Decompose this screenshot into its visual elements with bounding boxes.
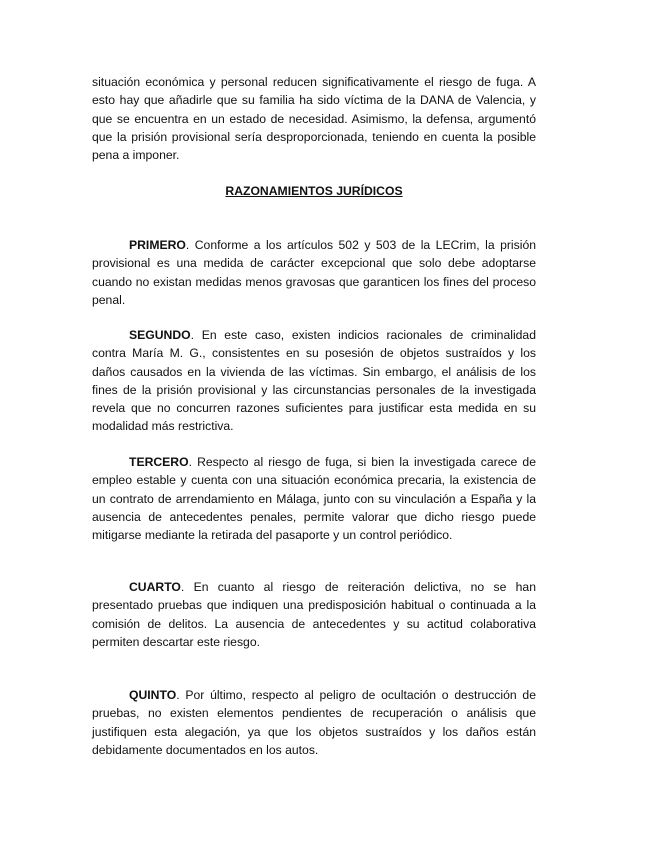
reason-label: TERCERO: [129, 455, 189, 469]
intro-paragraph: [92, 73, 536, 164]
reason-cuarto: [92, 578, 536, 651]
reason-label: QUINTO: [129, 688, 177, 702]
reason-label: SEGUNDO: [129, 328, 191, 342]
reason-primero: [92, 236, 536, 309]
reason-segundo: [92, 326, 536, 436]
reason-tercero: [92, 453, 536, 544]
reason-text: . En cuanto al riesgo de reiteración delictiva, no se han presentado pruebas que indiquen una predisposición habitual o continuada a la comisión de delitos. La ausencia de antecedentes y su actitud colaborativa permiten descartar este riesgo.: [92, 580, 536, 649]
reason-label: PRIMERO: [129, 238, 186, 252]
reason-label: CUARTO: [129, 580, 181, 594]
reason-quinto: [92, 686, 536, 759]
reason-text: . Por último, respecto al peligro de ocultación o destrucción de pruebas, no existen elementos pendientes de recuperación o análisis que justifiquen esta alegación, ya que los objetos sustraídos y los daños están debidamente documentados en los autos.: [92, 688, 536, 757]
reason-text: . Respecto al riesgo de fuga, si bien la investigada carece de empleo estable y cuenta con una situación económica precaria, la existencia de un contrato de arrendamiento en Málaga, junto con su vinculación a España y la ausencia de antecedentes penales, permite valorar que dicho riesgo puede mitigarse mediante la retirada del pasaporte y un control periódico.: [92, 455, 536, 543]
reason-text: . En este caso, existen indicios racionales de criminalidad contra María M. G., consistentes en su posesión de objetos sustraídos y los daños causados en la vivienda de las víctimas. Sin embargo, el análisis de los fines de la prisión provisional y las circunstancias personales de la investigada revela que no concurren razones suficientes para justificar esta medida en su modalidad más restrictiva.: [92, 328, 536, 434]
reason-text: . Conforme a los artículos 502 y 503 de la LECrim, la prisión provisional es una medida de carácter excepcional que solo debe adoptarse cuando no existan medidas menos gravosas que garanticen los fines del proceso penal.: [92, 238, 536, 307]
intro-paragraph-text: situación económica y personal reducen significativamente el riesgo de fuga. A esto hay que añadirle que su familia ha sido víctima de la DANA de Valencia, y que se encuentra en un estado de necesidad. Asimismo, la defensa, argumentó que la prisión provisional sería desproporcionada, teniendo en cuenta la posible pena a imponer.: [92, 75, 536, 163]
section-heading: RAZONAMIENTOS JURÍDICOS: [225, 184, 403, 198]
